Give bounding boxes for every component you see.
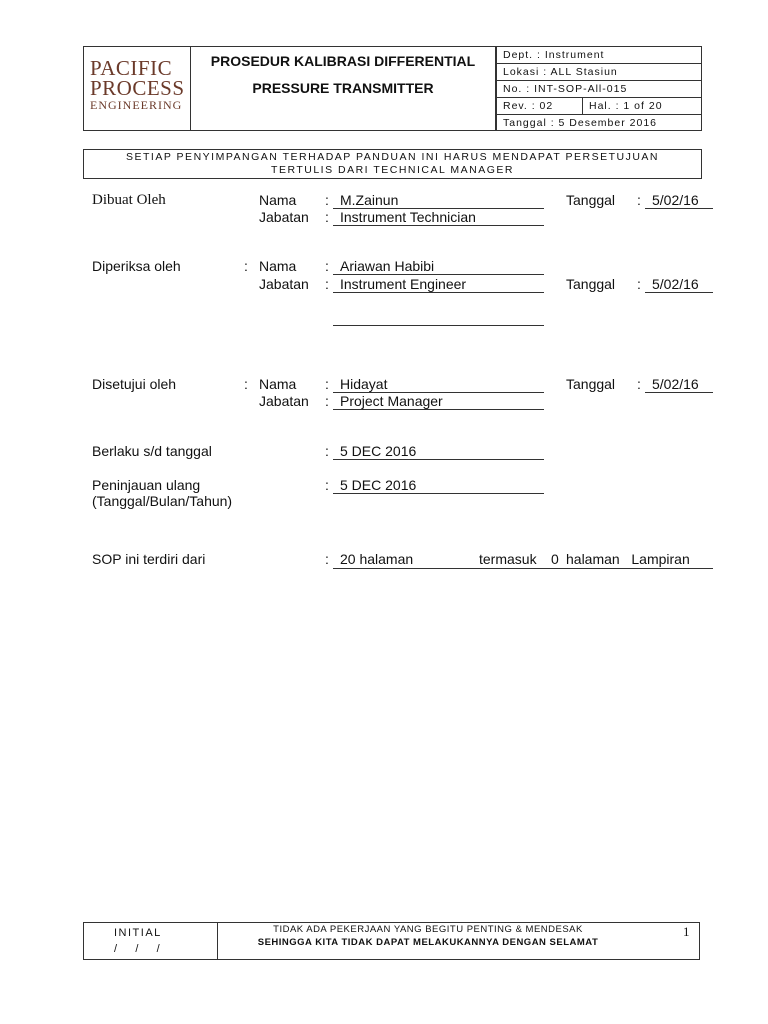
diperiksa-label: Diperiksa oleh	[92, 258, 181, 274]
doc-title-line1: PROSEDUR KALIBRASI DIFFERENTIAL	[210, 53, 476, 69]
diperiksa-tanggal-label: Tanggal	[566, 276, 616, 292]
colon: :	[637, 376, 641, 392]
dibuat-jabatan-field: Instrument Technician	[333, 209, 544, 226]
peninjauan-label-1: Peninjauan ulang	[92, 477, 201, 493]
company-logo	[90, 58, 186, 116]
colon: :	[325, 443, 329, 459]
colon: :	[244, 258, 248, 274]
colon: :	[325, 551, 329, 567]
meta-tanggal: Tanggal : 5 Desember 2016	[503, 117, 657, 129]
page-number: 1	[683, 924, 690, 939]
meta-rev: Rev. : 02	[497, 98, 583, 115]
diperiksa-jabatan-label: Jabatan	[259, 276, 309, 292]
doc-title-line2: PRESSURE TRANSMITTER	[252, 80, 434, 96]
title-cell	[190, 46, 496, 131]
footer-initial-cell	[83, 922, 218, 960]
footer-line2: SEHINGGA KITA TIDAK DAPAT MELAKUKANNYA DENGAN SELAMAT	[257, 937, 599, 948]
dibuat-tanggal-label: Tanggal	[566, 192, 616, 208]
warning-line2: TERTULIS DARI TECHNICAL MANAGER	[271, 164, 514, 176]
logo-line2: PROCESS	[90, 76, 185, 100]
dibuat-nama-label: Nama	[259, 192, 297, 208]
dibuat-nama-field: M.Zainun	[333, 192, 544, 209]
disetujui-tanggal-field: 5/02/16	[645, 376, 713, 393]
diperiksa-nama-field: Ariawan Habibi	[333, 258, 544, 275]
logo-line3: ENGINEERING	[90, 98, 183, 112]
dibuat-label: Dibuat Oleh	[92, 192, 166, 208]
footer-line1: TIDAK ADA PEKERJAAN YANG BEGITU PENTING & MENDESAK	[273, 924, 583, 935]
colon: :	[325, 376, 329, 392]
disetujui-nama-field: Hidayat	[333, 376, 544, 393]
meta-dept: Dept. : Instrument	[497, 47, 701, 64]
meta-rev-row	[497, 98, 701, 115]
berlaku-label: Berlaku s/d tanggal	[92, 443, 212, 459]
disetujui-tanggal-label: Tanggal	[566, 376, 616, 392]
initial-label: INITIAL	[114, 927, 162, 939]
logo-line1: PACIFIC	[90, 56, 173, 80]
colon: :	[637, 192, 641, 208]
colon: :	[325, 276, 329, 292]
colon: :	[325, 192, 329, 208]
initial-slashes: / / /	[114, 943, 161, 955]
signature-line	[333, 325, 544, 326]
sop-label: SOP ini terdiri dari	[92, 551, 206, 567]
disetujui-jabatan-label: Jabatan	[259, 393, 309, 409]
peninjauan-label-2: (Tanggal/Bulan/Tahun)	[92, 493, 233, 509]
sop-lampiran: halaman Lampiran	[566, 551, 690, 567]
disetujui-nama-label: Nama	[259, 376, 297, 392]
peninjauan-field: 5 DEC 2016	[333, 477, 544, 494]
colon: :	[325, 258, 329, 274]
berlaku-field: 5 DEC 2016	[333, 443, 544, 460]
diperiksa-jabatan-field: Instrument Engineer	[333, 276, 544, 293]
colon: :	[325, 477, 329, 493]
sop-termasuk: termasuk	[479, 551, 537, 567]
diperiksa-nama-label: Nama	[259, 258, 297, 274]
warning-line1: SETIAP PENYIMPANGAN TERHADAP PANDUAN INI HARUS MENDAPAT PERSETUJUAN	[125, 151, 660, 163]
colon: :	[244, 376, 248, 392]
dibuat-tanggal-field: 5/02/16	[645, 192, 713, 209]
sop-lampiran-count: 0	[551, 551, 559, 567]
colon: :	[325, 393, 329, 409]
meta-hal: Hal. : 1 of 20	[589, 100, 663, 112]
disetujui-jabatan-field: Project Manager	[333, 393, 544, 410]
meta-no: No. : INT-SOP-All-015	[497, 81, 701, 98]
meta-lokasi: Lokasi : ALL Stasiun	[497, 64, 701, 81]
sop-pages: 20 halaman	[340, 551, 414, 567]
meta-table	[496, 46, 702, 131]
colon: :	[325, 209, 329, 225]
colon: :	[637, 276, 641, 292]
warning-box	[83, 149, 702, 179]
dibuat-jabatan-label: Jabatan	[259, 209, 309, 225]
disetujui-label: Disetujui oleh	[92, 376, 177, 392]
diperiksa-tanggal-field: 5/02/16	[645, 276, 713, 293]
